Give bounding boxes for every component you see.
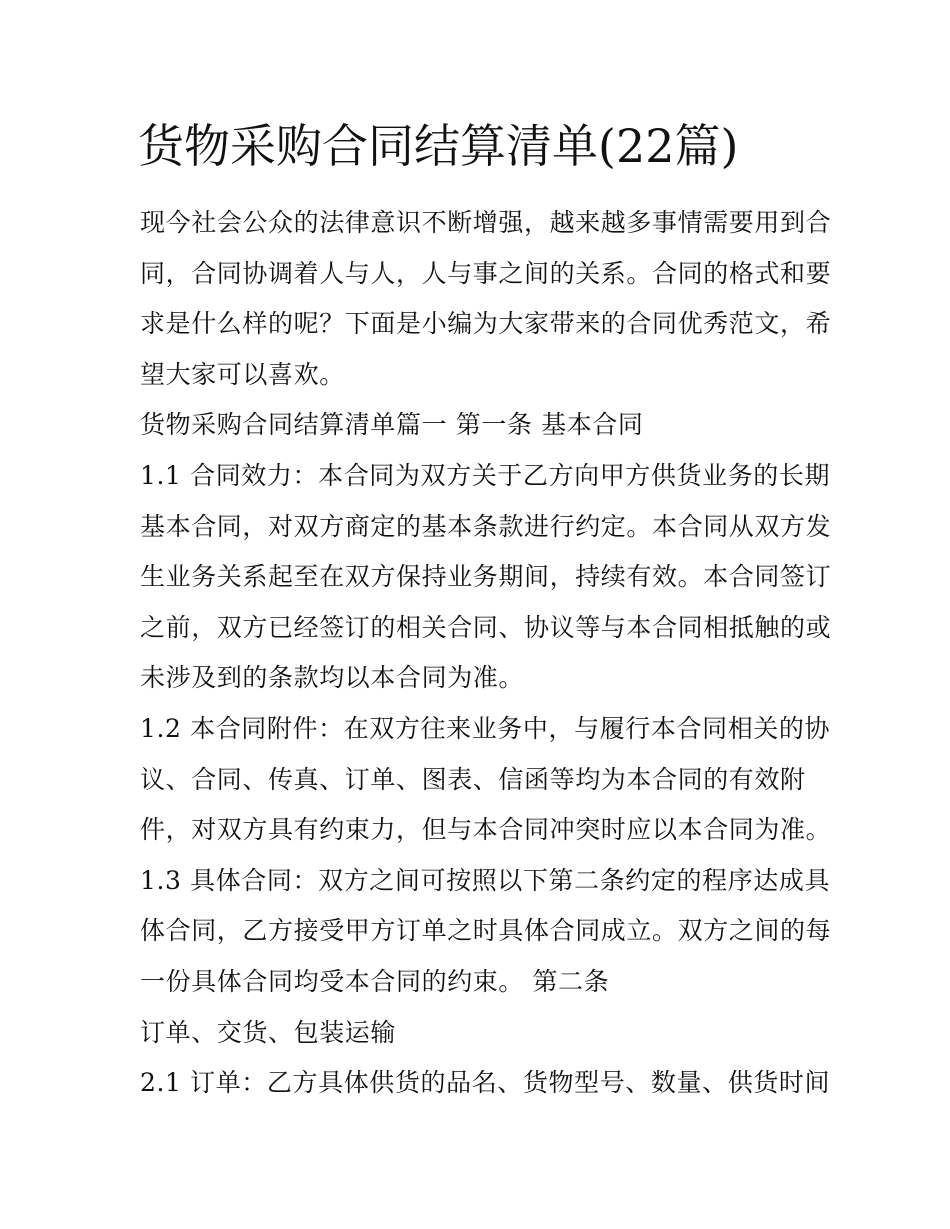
body-line: 议、合同、传真、订单、图表、信函等均为本合同的有效附 xyxy=(140,764,806,794)
document-body xyxy=(140,198,830,1109)
body-line: 望大家可以喜欢。 xyxy=(140,359,345,389)
body-line: 体合同，乙方接受甲方订单之时具体合同成立。双方之间的每 xyxy=(140,916,832,946)
clause-1-3-line: 1.3 具体合同：双方之间可按照以下第二条约定的程序达成具 xyxy=(140,865,831,895)
body-line: 基本合同，对双方商定的基本条款进行约定。本合同从双方发 xyxy=(140,511,832,541)
body-line: 求是什么样的呢？下面是小编为大家带来的合同优秀范文，希 xyxy=(140,309,832,339)
body-line: 同，合同协调着人与人，人与事之间的关系。合同的格式和要 xyxy=(140,258,832,288)
body-line: 现今社会公众的法律意识不断增强，越来越多事情需要用到合 xyxy=(140,208,832,237)
body-line: 生业务关系起至在双方保持业务期间，持续有效。本合同签订 xyxy=(140,562,832,592)
clause-1-2-line: 1.2 本合同附件：在双方往来业务中，与履行本合同相关的协 xyxy=(140,713,831,743)
body-line: 一份具体合同均受本合同的约束。 第二条 xyxy=(140,966,610,996)
section-heading-line: 订单、交货、包装运输 xyxy=(140,1017,397,1047)
document-title: 货物采购合同结算清单(22篇) xyxy=(138,119,739,173)
body-line: 之前，双方已经签订的相关合同、协议等与本合同相抵触的或 xyxy=(140,612,832,642)
section-heading-line: 货物采购合同结算清单篇一 第一条 基本合同 xyxy=(140,410,644,440)
body-line: 未涉及到的条款均以本合同为准。 xyxy=(140,663,525,693)
clause-2-1-line: 2.1 订单：乙方具体供货的品名、货物型号、数量、供货时间 xyxy=(140,1068,831,1098)
clause-1-1-line: 1.1 合同效力：本合同为双方关于乙方向甲方供货业务的长期 xyxy=(140,460,831,490)
body-line: 件，对双方具有约束力，但与本合同冲突时应以本合同为准。 xyxy=(140,815,832,845)
